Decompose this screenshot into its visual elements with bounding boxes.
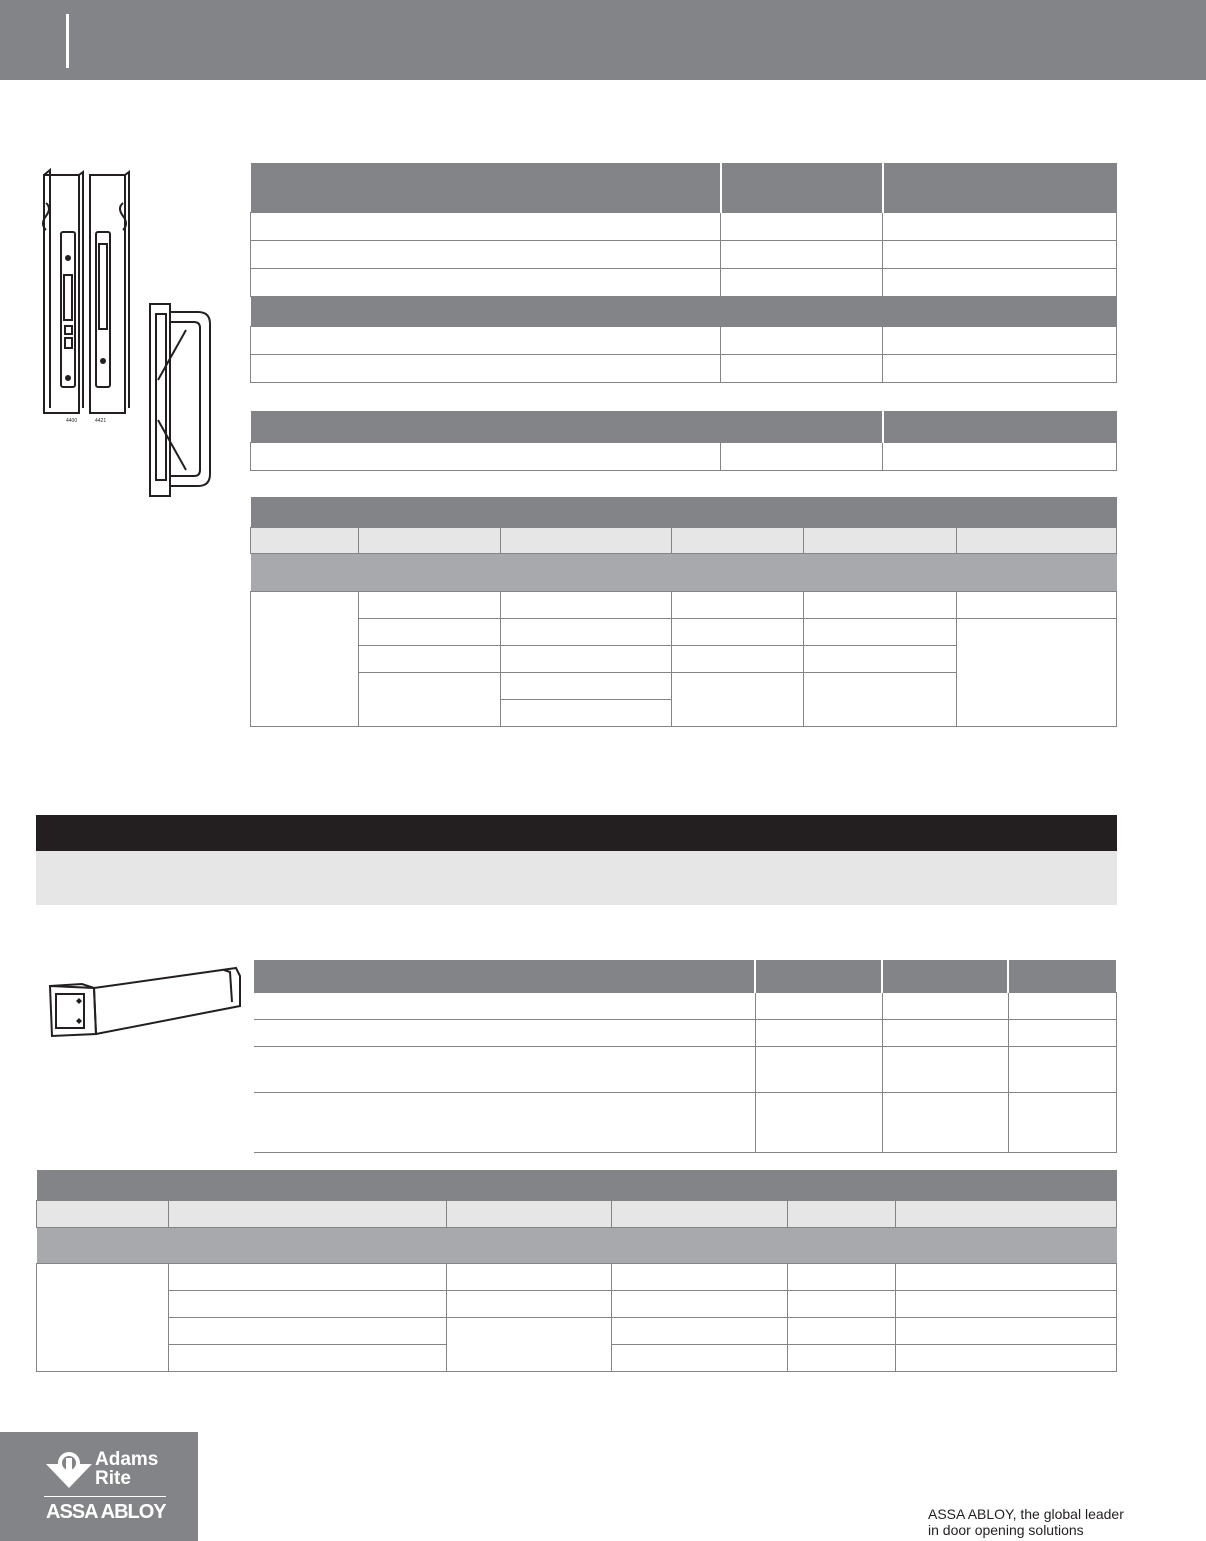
sliding-door-lock-illustration [38,168,138,430]
spec-table-2 [250,411,1117,471]
spec-table-1 [250,163,1117,383]
logo-divider [44,1496,166,1497]
section-header-bar [36,815,1117,851]
header-divider [66,14,69,68]
ordering-table-2 [36,1170,1117,1372]
page-header-bar [0,0,1206,80]
spec-table-3 [254,960,1117,1153]
logo-name: Adams Rite [95,1449,159,1489]
lock-label-4421: 4421 [95,418,107,424]
footer-tagline [928,1506,1158,1538]
logo-parent-company: ASSA ABLOY [46,1501,166,1523]
lock-label-4400: 4400 [66,418,78,424]
strike-extrusion-illustration [46,966,242,1046]
shield-key-icon [44,1450,94,1490]
tagline-line-1: ASSA ABLOY, the global leader [928,1506,1124,1522]
section-intro-band [36,851,1117,905]
tagline-line-2: in door opening solutions [928,1522,1084,1538]
ordering-table-1 [250,497,1117,727]
pull-handle-illustration [146,300,216,498]
adams-rite-logo [0,1432,198,1541]
